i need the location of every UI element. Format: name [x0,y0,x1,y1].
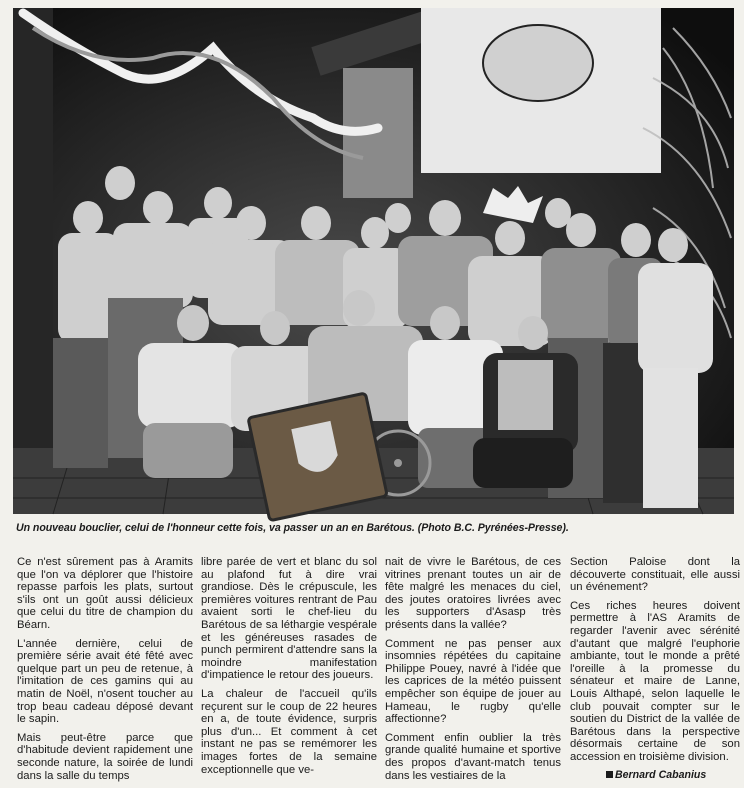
paragraph: L'année dernière, celui de première série avait été fêté avec quelque part un peu de retenue, à l'imitation de ces gamins qui au matin de Noël, n'osent toucher au trop beau cadeau déposé devant le sapin. [17,637,193,726]
paragraph: Comment ne pas penser aux insomnies répétées du capitaine Philippe Pouey, navré à l'idée que les caprices de la météo puissent empêcher son équipe de jouer au Hameau, le rugby qu'elle affectionne? [385,637,561,726]
paragraph: Mais peut-être parce que d'habitude devient rapidement une seconde nature, la soirée de lundi dans la salle du temps [17,731,193,782]
paragraph: Comment enfin oublier la très grande qualité humaine et sportive des propos d'avant-match tenus dans les vestiaires de la [385,731,561,782]
paragraph: Section Paloise dont la découverte constituait, elle aussi un événement? [570,556,740,594]
paragraph: libre parée de vert et blanc du sol au plafond fut à dire vrai grandiose. Dès le crépuscule, les premières voitures rentrant de Pau avaient sorti le chef-lieu du Barétous de sa léthargie vespérale et les généreuses rasades de punch permirent d'attendre sans la moindre manifestation d'impatience le retour des joueurs. [201,556,377,682]
article-column-3 [385,556,561,788]
team-photo [13,8,734,514]
article-column-4 [570,556,740,770]
article-column-2 [201,556,377,782]
author-name: Bernard Cabanius [615,769,707,781]
photo-caption: Un nouveau bouclier, celui de l'honneur cette fois, va passer un an en Barétous. (Photo B.C. Pyrénées-Presse). [16,522,569,534]
paragraph: Ces riches heures doivent permettre à l'AS Aramits de regarder l'avenir avec sérénité d'autant que malgré l'euphorie ambiante, tout le monde a prêté l'oreille à la promesse du sénateur et maire de Lanne, Louis Althapé, selon laquelle le club pouvait compter sur le soutien du District de la vallée de Barétous dans la perspective désormais certaine de son accession en troisième division. [570,599,740,763]
team-photo-illustration [13,8,734,514]
paragraph: La chaleur de l'accueil qu'ils reçurent sur le coup de 22 heures en a, de toute évidence, surpris plus d'un... Et comment à cet instant ne pas se remémorer les images fortes de la semaine exceptionnelle que ve- [201,687,377,776]
paragraph: Ce n'est sûrement pas à Aramits que l'on va déplorer que l'histoire repasse parfois les plats, surtout s'ils ont un goût aussi délicieux que celui du titre de champion du Béarn. [17,556,193,631]
paragraph: nait de vivre le Barétous, de ces vitrines prenant toutes un air de fête malgré les menaces du ciel, des joutes oratoires livrées avec les supporters d'Asasp très présents dans la vallée? [385,556,561,631]
article-column-1 [17,556,193,788]
byline-square-icon [606,771,613,778]
byline [606,769,706,781]
